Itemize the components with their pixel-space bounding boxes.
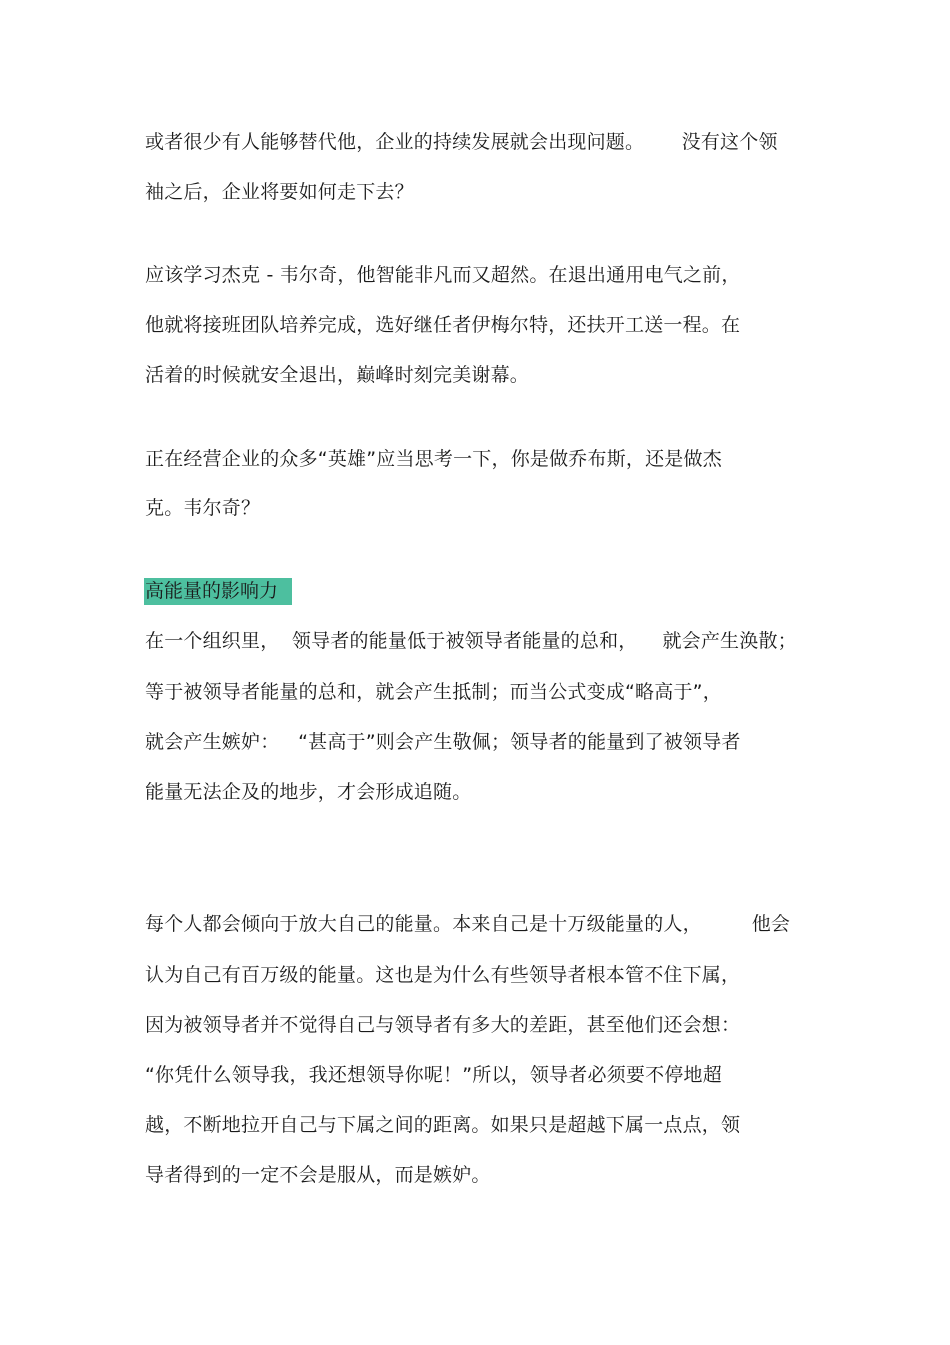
text-line: 正在经营企业的众多“英雄”应当思考一下，你是做乔布斯，还是做杰: [145, 448, 722, 470]
section-heading-highlighted: 高能量的影响力: [144, 578, 292, 605]
text-line: 或者很少有人能够替代他，企业的持续发展就会出现问题。 没有这个领: [145, 131, 778, 153]
text-line: 认为自己有百万级的能量。这也是为什么有些领导者根本管不住下属，: [145, 964, 741, 986]
text-line: 他就将接班团队培养完成，选好继任者伊梅尔特，还扶开工送一程。在: [145, 314, 741, 336]
text-line: 在一个组织里， 领导者的能量低于被领导者能量的总和， 就会产生涣散；: [145, 630, 797, 652]
text-line: 每个人都会倾向于放大自己的能量。本来自己是十万级能量的人， 他会: [145, 913, 791, 935]
text-line: 克。韦尔奇？: [145, 497, 261, 519]
text-line: 因为被领导者并不觉得自己与领导者有多大的差距，甚至他们还会想：: [145, 1014, 741, 1036]
text-line: 导者得到的一定不会是服从，而是嫉妒。: [145, 1164, 491, 1186]
text-line: 越，不断地拉开自己与下属之间的距离。如果只是超越下属一点点，领: [145, 1114, 741, 1136]
text-line: 能量无法企及的地步，才会形成追随。: [145, 781, 472, 803]
text-line: “你凭什么领导我，我还想领导你呢！”所以，领导者必须要不停地超: [145, 1064, 722, 1086]
text-line: 应该学习杰克 - 韦尔奇，他智能非凡而又超然。在退出通用电气之前，: [145, 264, 741, 286]
text-line: 就会产生嫉妒： “甚高于”则会产生敬佩；领导者的能量到了被领导者: [145, 731, 741, 753]
text-line: 袖之后，企业将要如何走下去？: [145, 181, 414, 203]
text-line: 活着的时候就安全退出，巅峰时刻完美谢幕。: [145, 364, 530, 386]
text-line: 等于被领导者能量的总和，就会产生抵制；而当公式变成“略高于”，: [145, 681, 722, 703]
